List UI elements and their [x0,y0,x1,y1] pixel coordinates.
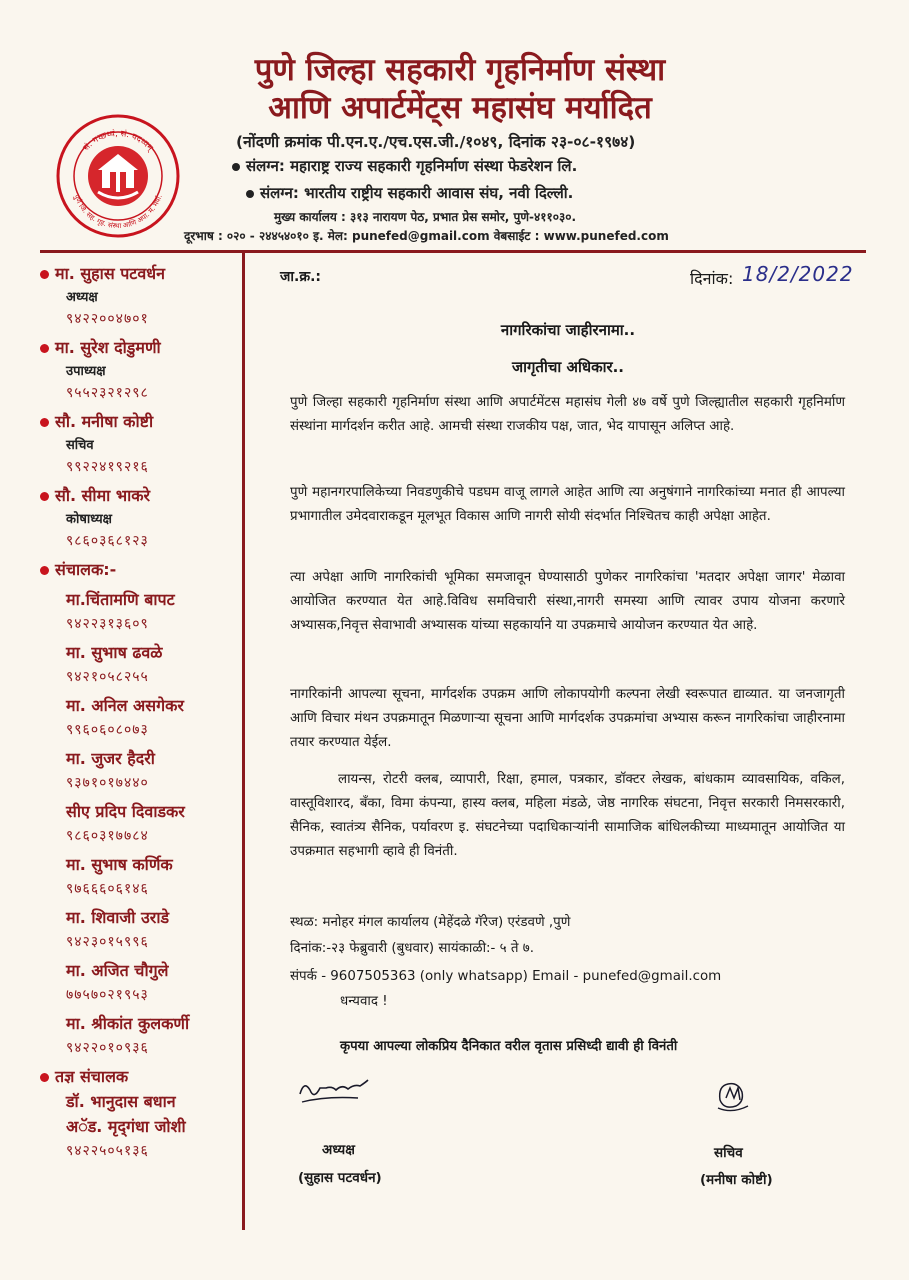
event-contact: संपर्क - 9607505363 (only whatsapp) Email - punefed@gmail.com [290,969,722,984]
director-entry [40,853,240,898]
director-entry [40,747,240,792]
expert-name: डॉ. भानुदास बधान [66,1092,176,1111]
director-phone: ९४२१०५८२५५ [66,669,149,685]
bullet-icon [40,344,49,353]
officer-role: सचिव [66,438,94,453]
officer-role: कोषाध्यक्ष [66,512,112,527]
bullet-icon [40,492,49,501]
director-entry [40,694,240,739]
director-entry [40,641,240,686]
director-name: मा. अजित चौगुले [66,961,169,980]
president-role: अध्यक्ष [322,1142,355,1158]
officer-entry [40,484,240,550]
publication-request: कृपया आपल्या लोकप्रिय दैनिकात वरील वृतास प्रसिध्दी द्यावी ही विनंती [340,1039,678,1054]
officer-phone: ९५५२३२१२९८ [66,385,149,401]
director-name: मा. सुभाष कर्णिक [66,855,173,874]
event-datetime: दिनांक:-२३ फेब्रुवारी (बुधवार) सायंकाळी:- ५ ते ७. [290,941,534,956]
director-name: मा. सुभाष ढवळे [66,643,163,662]
paragraph-3: त्या अपेक्षा आणि नागरिकांची भूमिका समजावून घेण्यासाठी पुणेकर नागरिकांचा 'मतदार अपेक्षा जागर' मेळावा आयोजित करण्यात येत आहे.विविध समविचारी संस्था,नागरी समस्या आणि त्यावर उपाय योजना करणारे अभ्यासक,निवृत्त सेवाभावी अभ्यासक यांच्या सहकार्याने या उपक्रमाचे आयोजन करण्यात येत आहे. [290,570,845,633]
director-name: मा. शिवाजी उराडे [66,908,170,927]
bullet-icon [246,190,254,198]
secretary-name: (मनीषा कोष्टी) [700,1172,773,1188]
officer-entry [40,410,240,476]
director-name: मा.चिंतामणि बापट [66,590,175,609]
director-phone: ७७५७०२१९५३ [66,987,149,1003]
paragraph-2: पुणे महानगरपालिकेच्या निवडणुकीचे पडघम वाजू लागले आहेत आणि त्या अनुषंगाने नागरिकांच्या मनात ही आपल्या प्रभागातील उमेदवाराकडून मूलभूत विकास आणि नागरी सोयी संदर्भात निश्चितच काही अपेक्षा आहेत. [290,485,845,524]
sidebar [40,262,240,1160]
expert-name: अॅड. मृद्‌गंधा जोशी [66,1117,186,1136]
director-phone: ९७६६६०६१४६ [66,881,149,897]
bullet-icon [40,270,49,279]
directors-heading: संचालक:- [40,558,240,580]
bullet-icon [40,418,49,427]
expert-phone: ९४२२५०५१३६ [66,1143,149,1159]
reference-label: जा.क्र.: [280,269,322,285]
bullet-icon [40,566,49,575]
org-title-line1: पुणे जिल्हा सहकारी गृहनिर्माण संस्था [254,52,666,88]
logo-org-name: पुणे जि. सह. गृह. संस्था आणि अपा. म. मर्या. [72,193,164,231]
date-label: दिनांक: [690,269,734,288]
director-phone: ९३७१०१७४४० [66,775,149,791]
letter-heading: नागरिकांचा जाहीरनामा.. [500,321,636,339]
directors-list [40,588,240,1057]
bullet-icon [40,1073,49,1082]
registration-number: (नोंदणी क्रमांक पी.एन.ए./एच.एस.जी./१०४९, दिनांक २३-०८-१९७४) [236,133,636,151]
paragraph-4: नागरिकांनी आपल्या सूचना, मार्गदर्शक उपक्रम आणि लोकापयोगी कल्पना लेखी स्वरूपात द्याव्यात. या जनजागृती आणि विचार मंथन उपक्रमातून मिळणाऱ्या सूचना आणि मार्गदर्शक उपक्रमांचा अभ्यास करून नागरिकांचा जाहीरनामा तयार करण्यात येईल. [290,687,845,750]
paragraph-5: लायन्स, रोटरी क्लब, व्यापारी, रिक्षा, हमाल, पत्रकार, डॉक्टर लेखक, बांधकाम व्यावसायिक, वकिल, वास्तूविशारद, बँका, विमा कंपन्या, हास्य क्लब, महिला मंडळे, जेष्ठ नागरिक संघटना, निवृत्त सरकारी निमसरकारी, सैनिक, स्वातंत्र्य सैनिक, पर्यावरण इ. संघटनेच्या पदाधिकाऱ्यांनी सामाजिक बांधिलकीच्या माध्यमातून आयोजित या उपक्रमात सहभागी व्हावे ही विनंती. [290,772,845,859]
experts-heading: तज्ञ संचालक [40,1065,240,1087]
officer-phone: ९९२२४१९२१६ [66,459,149,475]
director-entry [40,800,240,845]
affiliation-1: संलग्न: महाराष्ट्र राज्य सहकारी गृहनिर्माण संस्था फेडरेशन लि. [232,156,577,176]
officer-entry [40,336,240,402]
officer-entry [40,262,240,328]
director-name: मा. अनिल असगेकर [66,696,184,715]
thanks-text: धन्यवाद ! [340,994,388,1009]
letter-subheading: जागृतीचा अधिकार.. [511,358,625,376]
director-entry [40,1012,240,1057]
director-name: मा. श्रीकांत कुलकर्णी [66,1014,190,1033]
federation-logo [54,112,182,240]
officer-role: अध्यक्ष [66,290,98,305]
date-handwritten: 18/2/2022 [742,262,854,286]
logo-motto: सं. गच्छध्वं, सं. वदध्वम् [81,128,155,154]
secretary-signature [712,1076,752,1116]
president-name: (सुहास पटवर्धन) [298,1170,382,1186]
director-entry [40,588,240,633]
officer-phone: ९४२२००४७०१ [66,311,149,327]
office-address: मुख्य कार्यालय : ३१३ नारायण पेठ, प्रभात प्रेस समोर, पुणे-४११०३०. [274,210,577,224]
affiliation-2: संलग्न: भारतीय राष्ट्रीय सहकारी आवास संघ, नवी दिल्ली. [246,183,573,203]
secretary-role: सचिव [714,1145,743,1161]
header-divider [40,250,866,253]
director-phone: ९४२३०१५९९६ [66,934,149,950]
header-contact: दूरभाष : ०२० - २४४५४०१० इ. मेल: punefed@gmail.com वेबसाईट : www.punefed.com [184,229,669,243]
bullet-icon [232,163,240,171]
org-title-line2: आणि अपार्टमेंट्स महासंघ मर्यादित [268,90,652,126]
director-entry [40,906,240,951]
director-phone: ९९६०६०८०७३ [66,722,149,738]
officer-name: मा. सुहास पटवर्धन [55,264,165,283]
officer-role: उपाध्यक्ष [66,364,106,379]
director-phone: ९४२२०१०९३६ [66,1040,149,1056]
officer-name: सौ. मनीषा कोष्टी [55,412,154,431]
paragraph-1: पुणे जिल्हा सहकारी गृहनिर्माण संस्था आणि अपार्टमेंटस महासंघ गेली ४७ वर्षे पुणे जिल्ह्यातील सहकारी गृहनिर्माण संस्थांना मार्गदर्शन करीत आहे. आमची संस्था राजकीय पक्ष, जात, भेद यापासून अलिप्त आहे. [290,395,845,434]
officer-name: सौ. सीमा भाकरे [55,486,151,505]
officer-phone: ९८६०३६८१२३ [66,533,149,549]
director-name: सीए प्रदिप दिवाडकर [66,802,185,821]
director-name: मा. जुजर हैदरी [66,749,155,768]
director-phone: ९८६०३१७७८४ [66,828,149,844]
director-entry [40,959,240,1004]
event-venue: स्थळ: मनोहर मंगल कार्यालय (मेहेंदळे गॅरेज) एरंडवणे ,पुणे [290,915,571,930]
president-signature [296,1072,370,1112]
director-phone: ९४२२३१३६०९ [66,616,149,632]
officer-name: मा. सुरेश दोडुमणी [55,338,161,357]
sidebar-divider [242,252,245,1230]
